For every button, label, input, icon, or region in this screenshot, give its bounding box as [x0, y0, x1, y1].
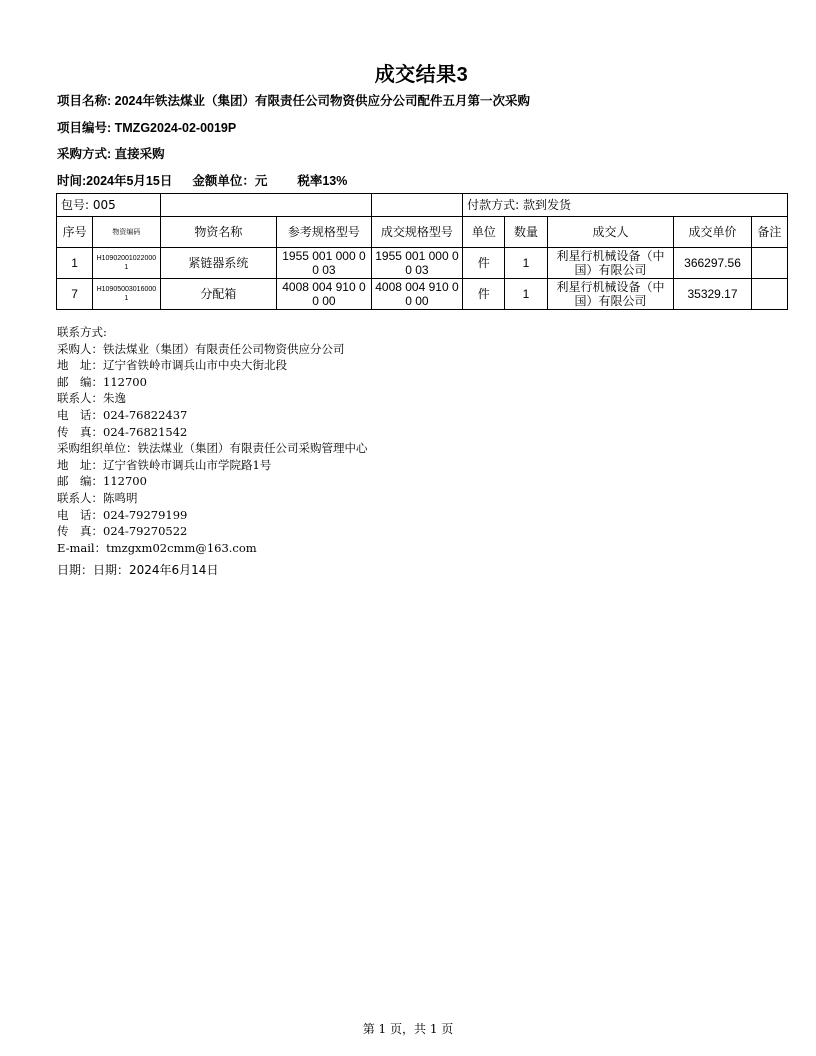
currency-unit: 金额单位：元	[192, 174, 268, 188]
contact-email: E-mail：tmzgxm02cmm@163.com	[57, 540, 257, 555]
row-seq: 7	[57, 279, 93, 310]
table-row	[57, 248, 788, 279]
contact-block	[57, 324, 368, 556]
contact-line: 采购组织单位：铁法煤业（集团）有限责任公司采购管理中心	[57, 441, 368, 456]
contact-line: 邮 编：112700	[57, 374, 147, 389]
contact-line: 电 话：024-79279199	[57, 507, 188, 522]
package-number: 包号: 005	[57, 194, 161, 217]
row-name: 分配箱	[160, 279, 277, 310]
row-name: 紧链器系统	[160, 248, 277, 279]
time-value: 时间:2024年5月15日	[57, 174, 173, 188]
table-header-row	[57, 217, 788, 248]
header-unit: 单位	[463, 217, 505, 248]
row-unit: 件	[463, 279, 505, 310]
header-qty: 数量	[505, 217, 547, 248]
header-seq: 序号	[57, 217, 93, 248]
package-row	[57, 194, 788, 217]
contact-line: 联系人：朱逸	[57, 391, 126, 406]
procurement-method: 采购方式: 直接采购	[57, 147, 165, 161]
row-code: H109020010220001	[93, 248, 160, 279]
document-date: 日期：日期：2024年6月14日	[57, 563, 219, 577]
row-remark	[751, 279, 787, 310]
row-unit: 件	[463, 248, 505, 279]
header-code: 物资编码	[93, 217, 160, 248]
package-blank-2	[371, 194, 462, 217]
page-footer: 第 1 页，共 1 页	[362, 1022, 454, 1036]
row-ref-spec: 1955 001 000 00 03	[277, 248, 372, 279]
tax-rate: 税率13%	[297, 174, 348, 188]
time-line	[57, 171, 347, 189]
header-deal-spec: 成交规格型号	[371, 217, 462, 248]
payment-method: 付款方式: 款到发货	[463, 194, 788, 217]
row-qty: 1	[505, 248, 547, 279]
header-price: 成交单价	[674, 217, 751, 248]
contact-line: 采购人：铁法煤业（集团）有限责任公司物资供应分公司	[57, 341, 345, 356]
row-remark	[751, 248, 787, 279]
header-ref-spec: 参考规格型号	[277, 217, 372, 248]
header-vendor: 成交人	[547, 217, 674, 248]
project-name: 项目名称: 2024年铁法煤业（集团）有限责任公司物资供应分公司配件五月第一次采购	[57, 94, 530, 108]
contact-line: 联系方式:	[57, 325, 107, 339]
row-deal-spec: 4008 004 910 00 00	[371, 279, 462, 310]
header-name: 物资名称	[160, 217, 277, 248]
row-code: H109050030160001	[93, 279, 160, 310]
project-number: 项目编号: TMZG2024-02-0019P	[57, 121, 237, 135]
contact-line: 传 真：024-76821542	[57, 424, 188, 439]
page-title: 成交结果3	[374, 64, 469, 86]
row-vendor: 利星行机械设备（中国）有限公司	[547, 248, 674, 279]
row-ref-spec: 4008 004 910 00 00	[277, 279, 372, 310]
contact-line: 邮 编：112700	[57, 474, 147, 489]
row-seq: 1	[57, 248, 93, 279]
contact-line: 地 址：辽宁省铁岭市调兵山市学院路1号	[57, 457, 272, 472]
row-price: 35329.17	[674, 279, 751, 310]
table-row	[57, 279, 788, 310]
contact-line: 地 址：辽宁省铁岭市调兵山市中央大街北段	[57, 358, 287, 373]
contact-line: 电 话：024-76822437	[57, 407, 188, 422]
row-qty: 1	[505, 279, 547, 310]
package-blank-1	[160, 194, 371, 217]
contact-line: 传 真：024-79270522	[57, 524, 188, 539]
header-remark: 备注	[751, 217, 787, 248]
row-deal-spec: 1955 001 000 00 03	[371, 248, 462, 279]
row-price: 366297.56	[674, 248, 751, 279]
result-table	[56, 193, 788, 310]
row-vendor: 利星行机械设备（中国）有限公司	[547, 279, 674, 310]
contact-line: 联系人：陈鸣明	[57, 490, 138, 505]
